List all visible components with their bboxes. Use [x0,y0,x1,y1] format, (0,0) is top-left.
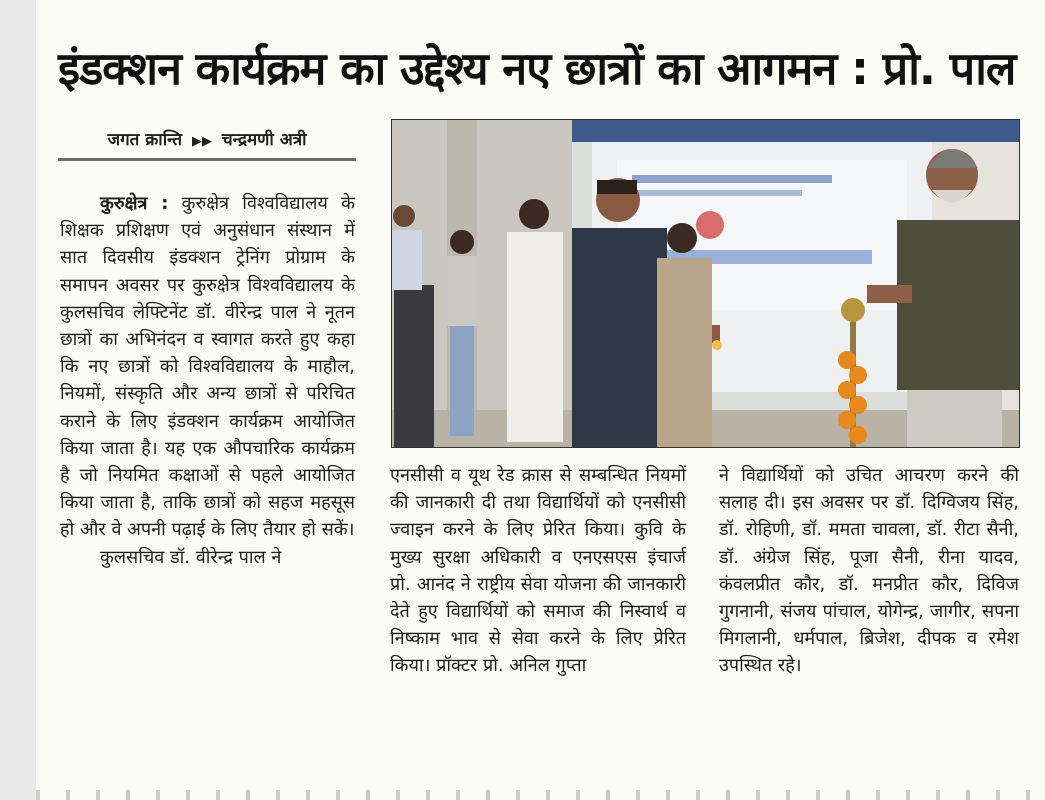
headline: इंडक्शन कार्यक्रम का उद्देश्य नए छात्रों का आगमन : प्रो. पाल [58,42,1016,95]
article-paragraph-2: कुलसचिव डॉ. वीरेन्द्र पाल ने [100,546,282,568]
author-name: चन्द्रमणी अत्री [221,130,307,150]
article-column-3 [719,462,1019,680]
article-column-2 [390,462,686,680]
event-photo [391,119,1020,448]
article-paragraph-3: एनसीसी व यूथ रेड क्रास से सम्बन्धित नियमों की जानकारी दी तथा विद्यार्थियों को एनसीसी ज्वाइन करने के लिए प्रेरित किया। कुवि के मुख्य सुरक्षा अधिकारी व एनएसएस इंचार्ज प्रो. आनंद ने राष्ट्रीय सेवा योजना की जानकारी देते हुए विद्यार्थियों को समाज की निस्वार्थ व निष्काम भाव से सेवा करने के लिए प्रेरित किया। प्रॉक्टर प्रो. अनिल गुप्ता [390,465,686,677]
dateline: कुरुक्षेत्र : [100,193,169,214]
article-paragraph-1 [60,190,355,544]
next-article-edge [36,790,1045,800]
article-column-1 [60,190,355,571]
publication-name: जगत क्रान्ति [107,130,183,150]
lamp-lighting-photo [392,120,1019,447]
byline-arrow-icon: ▶▶ [191,134,212,149]
article-paragraph-4: ने विद्यार्थियों को उचित आचरण करने की सलाह दी। इस अवसर पर डॉ. दिग्विजय सिंह, डॉ. रोहिणी, डॉ. ममता चावला, डॉ. रीटा सैनी, डॉ. अंग्रेज सिंह, पूजा सैनी, रीना यादव, कंवलप्रीत कौर, डॉ. मनप्रीत कौर, दिविज गुगनानी, संजय पांचाल, योगेन्द्र, जागीर, सपना मिगलानी, धर्मपाल, ब्रिजेश, दीपक व रमेश उपस्थित रहे। [719,465,1019,677]
byline [58,127,356,161]
newspaper-clipping [36,0,1045,800]
paragraph-text: कुरुक्षेत्र विश्वविद्यालय के शिक्षक प्रशिक्षण एवं अनुसंधान संस्थान में सात दिवसीय इंडक्शन ट्रेनिंग प्रोग्राम के समापन अवसर पर कुरुक्षेत्र विश्वविद्यालय के कुलसचिव लेफ्टिनेंट डॉ. वीरेन्द्र पाल ने नूतन छात्रों का अभिनंदन व स्वागत करते हुए कहा कि नए छात्रों को विश्वविद्यालय के माहौल, नियमों, संस्कृति और अन्य छात्रों से परिचित कराने के लिए इंडक्शन कार्यक्रम आयोजित किया जाता है। यह एक औपचारिक कार्यक्रम है जो नियमित कक्षाओं से पहले आयोजित किया जाता है, ताकि छात्रों को सहज महसूस हो और वे अपनी पढ़ाई के लिए तैयार हो सकें। [60,193,355,541]
